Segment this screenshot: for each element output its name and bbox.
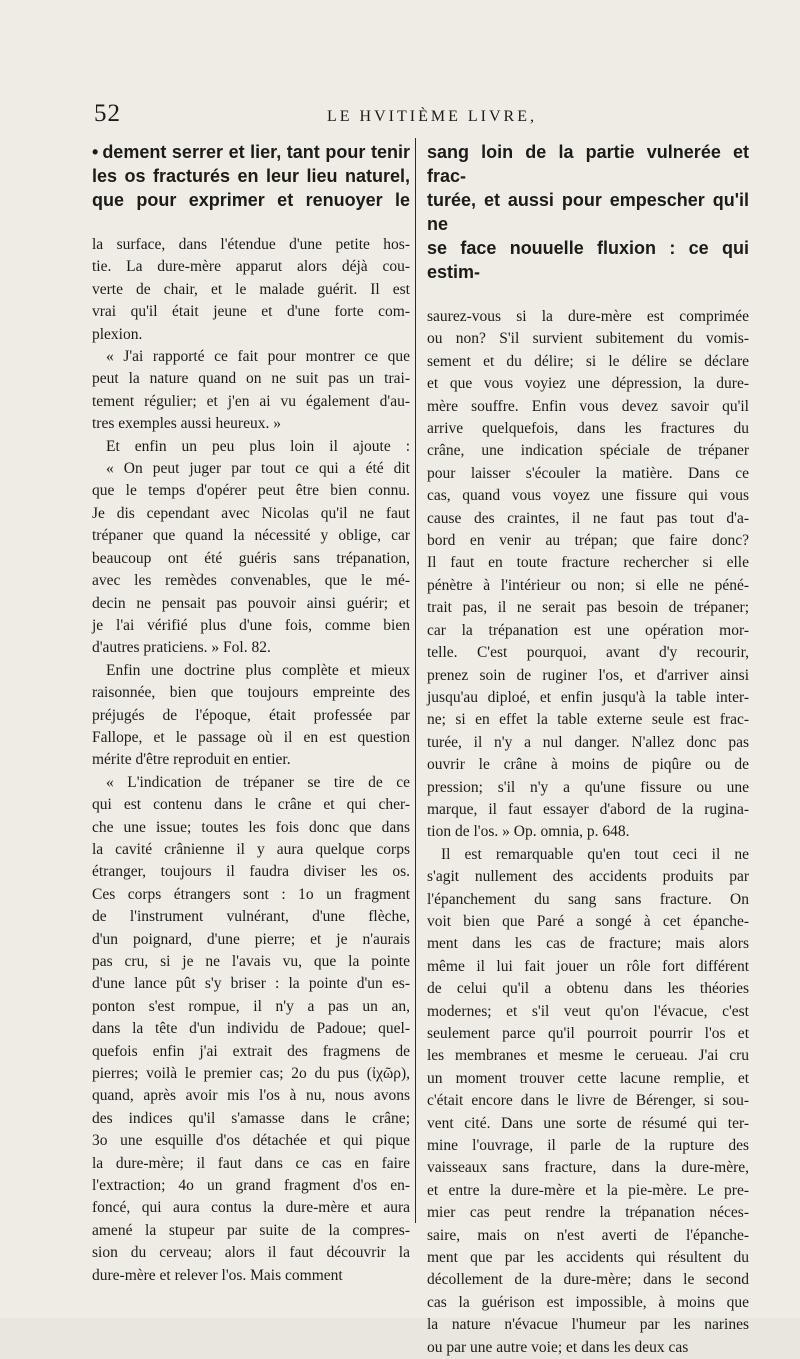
text-line: vent cité. Dans une sorte de résumé qui ter- bbox=[427, 1114, 749, 1132]
text-line: « On peut juger par tout ce qui a été dit bbox=[106, 460, 410, 478]
text-line: la surface, dans l'étendue d'une petite hos- bbox=[92, 236, 410, 253]
quote-line: les os fracturés en leur lieu naturel, bbox=[92, 166, 410, 186]
text-line: mine l'ouvrage, il parle de la rupture des bbox=[427, 1137, 749, 1155]
text-line: « J'ai rapporté ce fait pour montrer ce que bbox=[106, 348, 410, 366]
quote-line: • dement serrer et lier, tant pour tenir bbox=[92, 142, 410, 162]
text-line: des indices qu'il s'amasse dans le crâne; bbox=[92, 1109, 410, 1127]
text-line: ment que par les accidents qui résultent du bbox=[427, 1249, 749, 1267]
text-line: Fallope, et le passage où il en est question bbox=[92, 728, 410, 746]
text-line: un moment trouver cette lacune remplie, et bbox=[427, 1069, 749, 1087]
text-line: cas, quand vous voyez une fissure qui vous bbox=[427, 487, 749, 505]
text-line: dure-mère et relever l'os. Mais comment bbox=[92, 1266, 343, 1284]
text-line: vaisseaux sans fracture, dans la dure-mère, bbox=[427, 1159, 749, 1177]
text-line: la cavité crânienne il y aura quelque corps bbox=[92, 840, 410, 858]
text-line: plexion. bbox=[92, 325, 143, 343]
text-line: ou non? S'il survient subitement du vomis- bbox=[427, 330, 749, 348]
text-line: Je dis cependant avec Nicolas qu'il ne faut bbox=[92, 504, 410, 522]
text-line: s'agit nullement des accidents produits par bbox=[427, 868, 749, 886]
text-line: ouvrir le crâne à moins de piqûre ou de bbox=[427, 756, 749, 774]
text-line: ou par une autre voie; et dans les deux cas bbox=[427, 1338, 689, 1356]
text-line: pierres; voilà le premier cas; 2o du pus (ἰχῶρ), bbox=[92, 1065, 410, 1083]
text-line: peut la nature quand on ne suit pas un trai- bbox=[92, 370, 410, 388]
text-line: seulement parce qu'il pourroit pourrir l'os et bbox=[427, 1025, 749, 1042]
column-divider bbox=[415, 138, 416, 1223]
text-line: crâne, une indication spéciale de trépaner bbox=[427, 442, 749, 460]
text-line: cas la guérison est impossible, à moins que bbox=[427, 1293, 749, 1311]
text-line: la dure-mère; il faut dans ce cas en faire bbox=[92, 1154, 410, 1172]
text-line: mère souffre. Enfin vous devez savoir qu'il bbox=[427, 397, 749, 415]
text-line: bord en venir au trépan; que faire donc? bbox=[427, 532, 749, 550]
text-line: préjugés de l'époque, était professée par bbox=[92, 706, 410, 724]
text-line: « L'indication de trépaner se tire de ce bbox=[106, 773, 410, 791]
quote-line: que pour exprimer et renuoyer le bbox=[92, 190, 410, 210]
text-line: car la trépanation est une opération mor- bbox=[427, 621, 749, 639]
text-line: sion du cerveau; alors il faut découvrir la bbox=[92, 1244, 410, 1262]
text-line: l'épanchement du sang sans fracture. On bbox=[427, 890, 749, 908]
text-line: avec les remèdes convenables, que le mé- bbox=[92, 572, 410, 590]
text-line: tres exemples aussi heureux. » bbox=[92, 415, 281, 433]
left-column bbox=[92, 140, 410, 1287]
text-line: quand, après avoir mis l'os à nu, nous avons bbox=[92, 1087, 410, 1105]
text-line: Et enfin un peu plus loin il ajoute : bbox=[106, 437, 410, 455]
text-line: Enfin une doctrine plus complète et mieux bbox=[106, 661, 410, 679]
text-line: saire, mais on n'est averti de l'épanche- bbox=[427, 1226, 749, 1244]
text-line: jusqu'au diploé, et enfin jusqu'à la table inter- bbox=[427, 688, 749, 706]
text-line: l'extraction; 4o un grand fragment d'os en- bbox=[92, 1177, 410, 1195]
text-line: raisonnée, bien que toujours empreinte des bbox=[92, 684, 410, 702]
right-quote-block bbox=[427, 140, 749, 284]
text-line: dans la tête d'un individu de Padoue; quel- bbox=[92, 1020, 410, 1038]
text-line: ne; si en effet la table externe seule est frac- bbox=[427, 711, 749, 729]
text-line: trait pas, il ne serait pas besoin de trépaner; bbox=[427, 599, 749, 617]
text-line: voit bien que Paré a songé à cet épanche- bbox=[427, 912, 749, 930]
text-line: et que vous voyiez une dépression, la dure- bbox=[427, 375, 749, 393]
text-line: ment dans les cas de fracture; mais alors bbox=[427, 935, 749, 953]
text-line: foncé, qui aura contus la dure-mère et aura bbox=[92, 1199, 410, 1217]
text-line: et entre la dure-mère et la pie-mère. Le pre- bbox=[427, 1181, 749, 1199]
text-line: pression; s'il n'y a qu'une fissure ou une bbox=[427, 778, 749, 796]
text-line: quefois enfin j'ai extrait des fragmens de bbox=[92, 1042, 410, 1060]
text-line: la nature n'évacue l'humeur par les narines bbox=[427, 1316, 749, 1334]
text-line: mérite d'être reproduit en entier. bbox=[92, 751, 291, 769]
right-body-text bbox=[427, 306, 749, 1359]
text-line: d'autres praticiens. » Fol. 82. bbox=[92, 639, 271, 657]
text-line: turée, il n'y a nul danger. N'allez donc pas bbox=[427, 733, 749, 751]
text-line: décollement de la dure-mère; dans le second bbox=[427, 1271, 749, 1289]
text-line: sement et du délire; si le délire se déclare bbox=[427, 352, 749, 370]
text-line: tie. La dure-mère apparut alors déjà cou- bbox=[92, 258, 410, 276]
text-line: telle. C'est pourquoi, avant d'y recourir, bbox=[427, 644, 749, 662]
text-line: Il est remarquable qu'en tout ceci il ne bbox=[441, 845, 749, 863]
text-line: vrai qu'il était jeune et d'une forte com- bbox=[92, 303, 410, 321]
text-line: verte de chair, et le malade guérit. Il est bbox=[92, 280, 410, 298]
text-line: de celui qu'il a obtenu dans les théories bbox=[427, 980, 749, 998]
text-line: pour laisser s'écouler la matière. Dans ce bbox=[427, 464, 749, 482]
running-head: LE HVITIÈME LIVRE, bbox=[327, 108, 537, 125]
text-line: amené la stupeur par suite de la compres- bbox=[92, 1221, 410, 1239]
text-line: Il faut en toute fracture rechercher si elle bbox=[427, 554, 749, 572]
text-line: marque, il faut essayer d'abord de la rugina- bbox=[427, 800, 749, 818]
bullet-icon: • bbox=[92, 142, 99, 162]
text-line: étranger, toujours il faudra diviser les os. bbox=[92, 863, 410, 881]
text-line: d'un poignard, d'une pierre; et je n'aurais bbox=[92, 930, 410, 948]
text-line: c'était encore dans le livre de Bérenger, si sou- bbox=[427, 1092, 749, 1110]
text-line: modernes; et s'il veut qu'on l'évacue, c'est bbox=[427, 1002, 749, 1020]
text-line: decin ne pensait pas pouvoir ainsi guérir; et bbox=[92, 594, 410, 612]
text-line: d'une lance pût s'y briser : la pointe d'un es- bbox=[92, 975, 410, 993]
text-line: mier cas peut rendre la trépanation néces- bbox=[427, 1204, 749, 1222]
quote-line: turée, et aussi pour empescher qu'il ne bbox=[427, 190, 749, 234]
text-line: prenez soin de ruginer l'os, et d'arriver ainsi bbox=[427, 666, 749, 684]
text-line: de l'instrument vulnérant, d'une flèche, bbox=[92, 908, 410, 926]
text-line: Ces corps étrangers sont : 1o un fragment bbox=[92, 885, 410, 903]
quote-line: se face nouuelle fluxion : ce qui estim- bbox=[427, 238, 749, 282]
text-line: que le temps d'opérer peut être bien connu. bbox=[92, 482, 410, 500]
text-line: même il lui fait jouer un rôle fort différent bbox=[427, 957, 749, 975]
right-column bbox=[427, 140, 749, 1359]
left-quote-block bbox=[92, 140, 410, 212]
text-line: saurez-vous si la dure-mère est comprimée bbox=[427, 308, 749, 325]
text-line: cause des craintes, il ne faut pas tout d'a- bbox=[427, 509, 749, 527]
text-line: 3o une esquille d'os détachée et qui pique bbox=[92, 1132, 410, 1150]
text-line: beaucoup ont été guéris sans trépanation, bbox=[92, 549, 410, 567]
text-line: pas cru, si je ne l'avais vu, que la pointe bbox=[92, 953, 410, 970]
quote-line: sang loin de la partie vulnerée et frac- bbox=[427, 142, 749, 186]
text-line: les membranes et mesme le cerueau. J'ai cru bbox=[427, 1047, 749, 1065]
text-line: tion de l'os. » Op. omnia, p. 648. bbox=[427, 823, 630, 841]
text-line: qui est contenu dans le crâne et qui cher- bbox=[92, 796, 410, 814]
text-line: je l'ai vérifié plus d'une fois, comme bien bbox=[92, 616, 410, 634]
text-line: trépaner que quand la nécessité y oblige, car bbox=[92, 527, 410, 545]
text-line: pénètre à l'intérieur ou non; si elle ne péné- bbox=[427, 576, 749, 594]
text-line: tement régulier; et j'en ai vu également d'au- bbox=[92, 392, 410, 410]
text-line: che une issue; toutes les fois donc que dans bbox=[92, 818, 410, 836]
text-line: arrive quelquefois, dans les fractures du bbox=[427, 420, 749, 438]
text-line: ponton s'est rompue, il n'y a pas un an, bbox=[92, 997, 410, 1015]
left-body-text bbox=[92, 234, 410, 1287]
page-number: 52 bbox=[94, 100, 121, 127]
